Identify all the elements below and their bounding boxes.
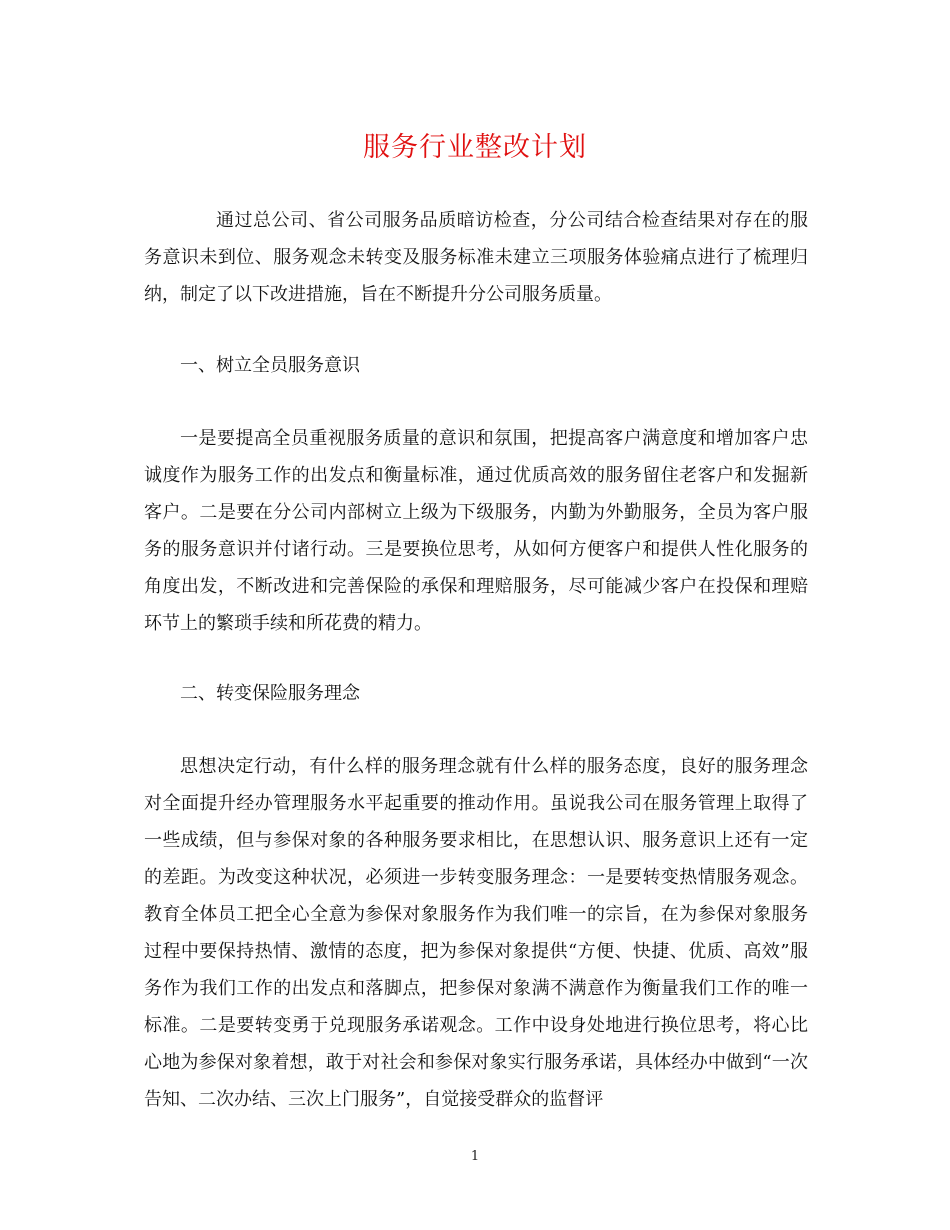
page-number: 1 [470,1149,480,1164]
section-paragraph-1: 一是要提高全员重视服务质量的意识和氛围，把提高客户满意度和增加客户忠诚度作为服务工作的出发点和衡量标准，通过优质高效的服务留住老客户和发掘新客户。二是要在分公司内部树立上级为下级服务，内勤为外勤服务，全员为客户服务的服务意识并付诸行动。三是要换位思考，从如何方便客户和提供人性化服务的角度出发，不断改进和完善保险的承保和理赔服务，尽可能减少客户在投保和理赔环节上的繁琐手续和所花费的精力。 [144,428,808,634]
document-title: 服务行业整改计划 [363,132,587,163]
section-heading-2: 二、转变保险服务理念 [180,683,360,704]
intro-paragraph: 通过总公司、省公司服务品质暗访检查，分公司结合检查结果对存在的服务意识未到位、服务观念未转变及服务标准未建立三项服务体验痛点进行了梳理归纳，制定了以下改进措施，旨在不断提升分公司服务质量。 [144,210,808,305]
section-heading-1: 一、树立全员服务意识 [180,355,360,376]
section-paragraph-2: 思想决定行动，有什么样的服务理念就有什么样的服务态度，良好的服务理念对全面提升经办管理服务水平起重要的推动作用。虽说我公司在服务管理上取得了一些成绩，但与参保对象的各种服务要求相比，在思想认识、服务意识上还有一定的差距。为改变这种状况，必须进一步转变服务理念：一是要转变热情服务观念。教育全体员工把全心全意为参保对象服务作为我们唯一的宗旨，在为参保对象服务过程中要保持热情、激情的态度，把为参保对象提供“方便、快捷、优质、高效”服务作为我们工作的出发点和落脚点，把参保对象满不满意作为衡量我们工作的唯一标准。二是要转变勇于兑现服务承诺观念。工作中设身处地进行换位思考，将心比心地为参保对象着想，敢于对社会和参保对象实行服务承诺，具体经办中做到“一次告知、二次办结、三次上门服务”，自觉接受群众的监督评 [144,756,808,1110]
